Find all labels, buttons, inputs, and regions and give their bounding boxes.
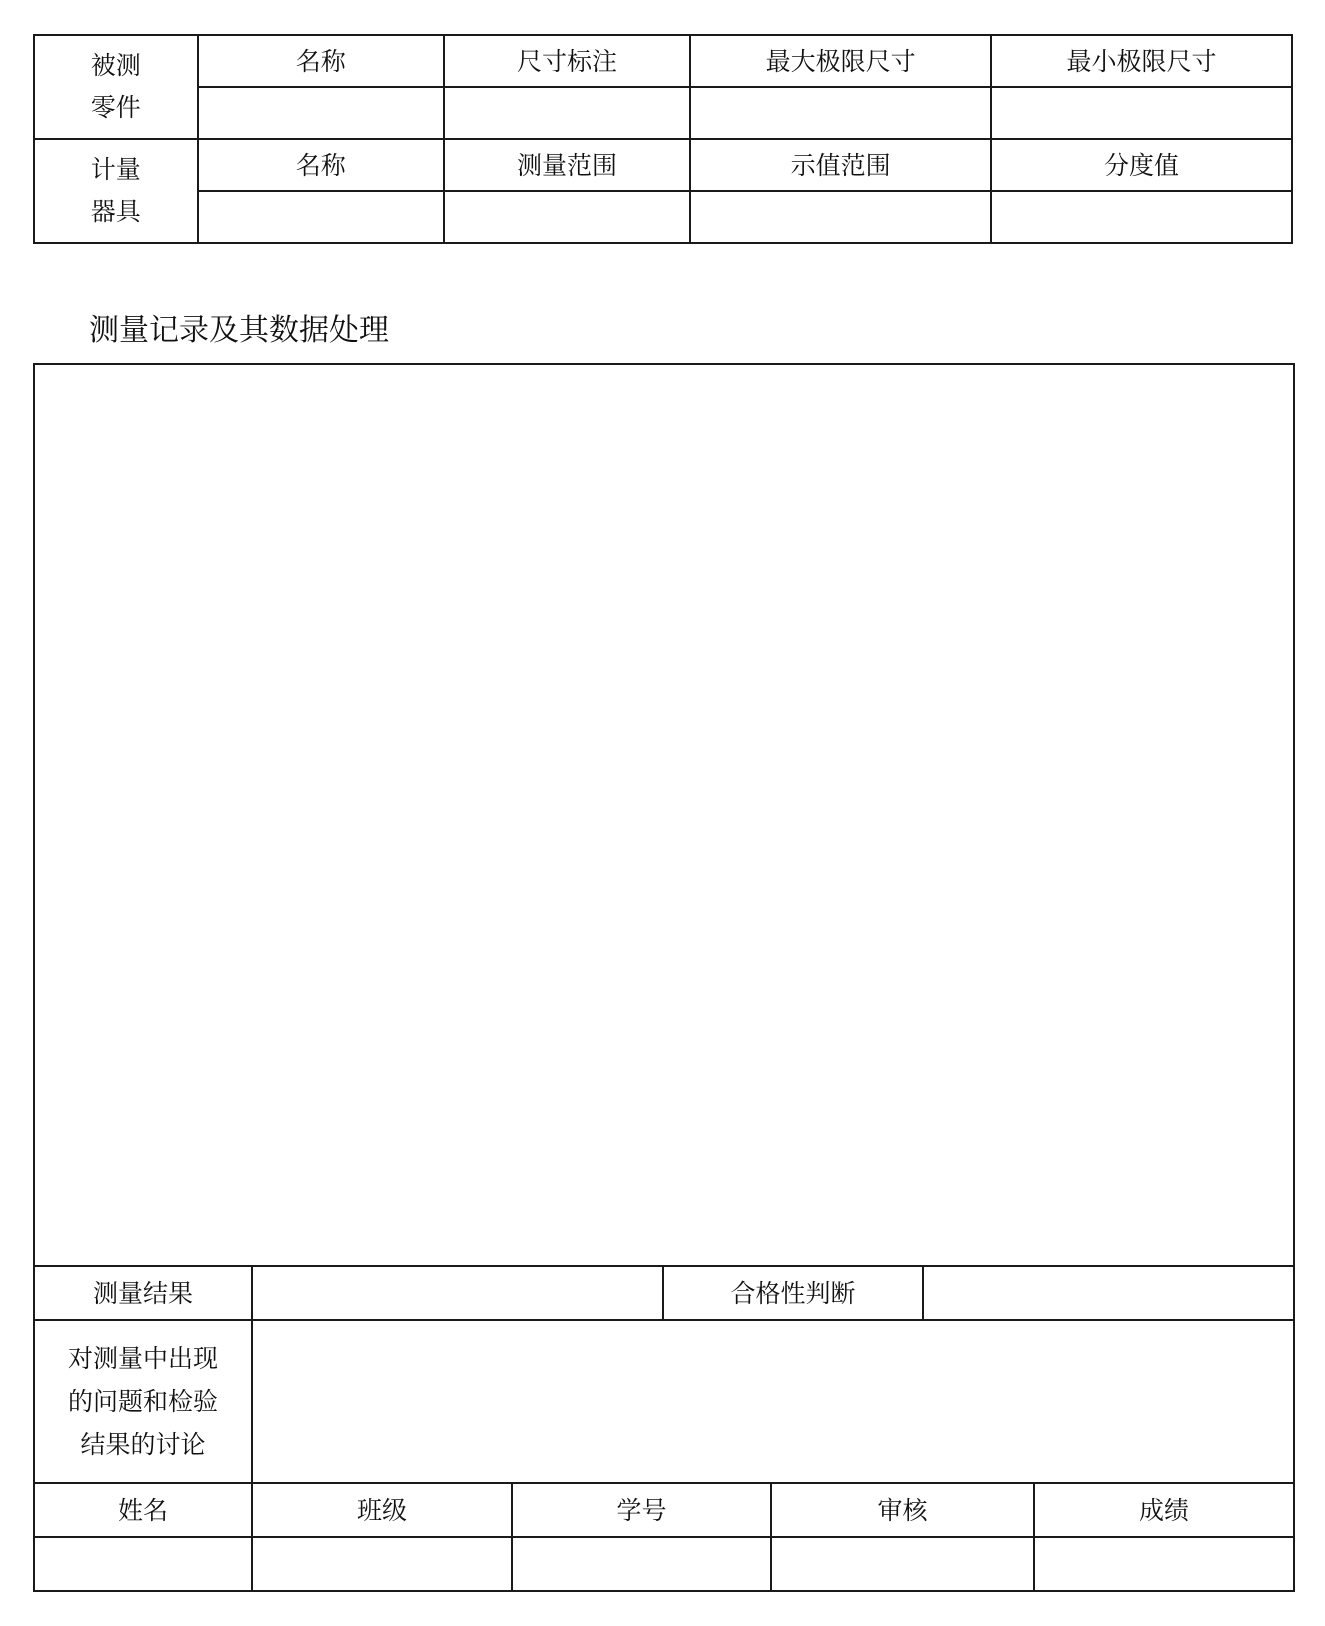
part-label-line1: 被测 <box>90 51 141 80</box>
section-title: 测量记录及其数据处理 <box>89 313 389 348</box>
instrument-value-measuring-range[interactable] <box>444 191 690 243</box>
instrument-header-measuring-range: 测量范围 <box>444 139 690 191</box>
instrument-value-indication-range[interactable] <box>690 191 991 243</box>
signature-value-name[interactable] <box>34 1537 252 1591</box>
discussion-label <box>34 1320 252 1483</box>
instrument-label <box>34 139 198 243</box>
qualification-value[interactable] <box>923 1266 1294 1320</box>
instrument-label-line1: 计量 <box>90 155 141 184</box>
instrument-value-name[interactable] <box>198 191 444 243</box>
part-value-row <box>34 87 1292 139</box>
signature-value-review[interactable] <box>771 1537 1034 1591</box>
part-header-name: 名称 <box>198 35 444 87</box>
discussion-row <box>34 1320 1294 1483</box>
signature-value-class[interactable] <box>252 1537 512 1591</box>
instrument-header-scale-value: 分度值 <box>991 139 1292 191</box>
part-header-min-limit: 最小极限尺寸 <box>991 35 1292 87</box>
discussion-label-line1: 对测量中出现 <box>67 1344 218 1373</box>
measurement-record-table <box>33 363 1295 1592</box>
signature-header-name: 姓名 <box>34 1483 252 1537</box>
part-value-dimension[interactable] <box>444 87 690 139</box>
part-value-min-limit[interactable] <box>991 87 1292 139</box>
signature-value-grade[interactable] <box>1034 1537 1294 1591</box>
result-label: 测量结果 <box>34 1266 252 1320</box>
discussion-label-line2: 的问题和检验 <box>67 1387 218 1416</box>
part-label <box>34 35 198 139</box>
instrument-value-row <box>34 191 1292 243</box>
instrument-header-indication-range: 示值范围 <box>690 139 991 191</box>
part-header-dimension: 尺寸标注 <box>444 35 690 87</box>
signature-header-class: 班级 <box>252 1483 512 1537</box>
record-area[interactable] <box>34 364 1294 1266</box>
part-header-max-limit: 最大极限尺寸 <box>690 35 991 87</box>
part-header-row <box>34 35 1292 87</box>
part-label-line2: 零件 <box>90 93 141 122</box>
signature-value-row <box>34 1537 1294 1591</box>
instrument-label-line2: 器具 <box>90 197 141 226</box>
instrument-header-name: 名称 <box>198 139 444 191</box>
instrument-value-scale-value[interactable] <box>991 191 1292 243</box>
part-value-name[interactable] <box>198 87 444 139</box>
qualification-label: 合格性判断 <box>663 1266 923 1320</box>
signature-value-student-id[interactable] <box>512 1537 771 1591</box>
signature-header-grade: 成绩 <box>1034 1483 1294 1537</box>
instrument-header-row <box>34 139 1292 191</box>
signature-header-row <box>34 1483 1294 1537</box>
result-value[interactable] <box>252 1266 663 1320</box>
signature-header-review: 审核 <box>771 1483 1034 1537</box>
part-instrument-table <box>33 34 1293 244</box>
discussion-label-line3: 结果的讨论 <box>80 1430 206 1459</box>
part-value-max-limit[interactable] <box>690 87 991 139</box>
record-area-row <box>34 364 1294 1266</box>
discussion-value[interactable] <box>252 1320 1294 1483</box>
signature-header-student-id: 学号 <box>512 1483 771 1537</box>
result-row <box>34 1266 1294 1320</box>
